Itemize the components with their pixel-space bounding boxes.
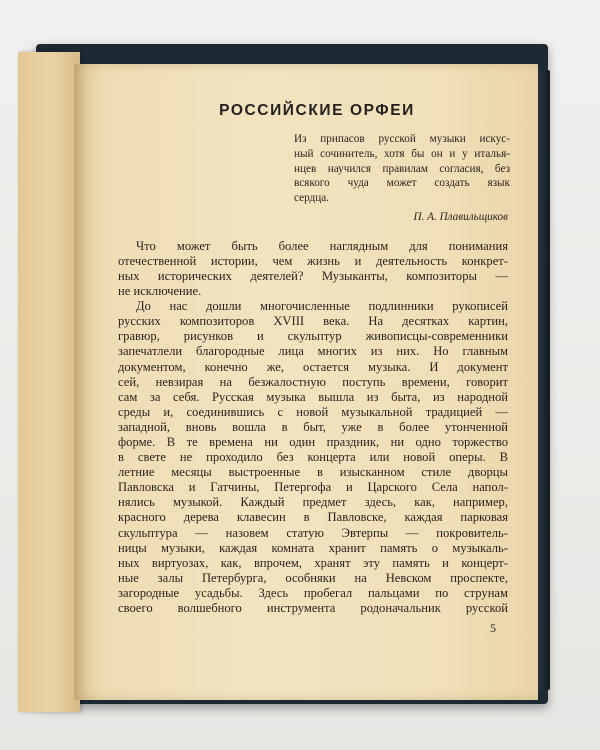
text-line: ные залы Петербурга, особняки на Невском проспекте, [118,570,508,585]
epigraph-author: П. А. Плавильщиков [413,210,508,223]
book-page [74,64,538,700]
text-line: Что может быть более наглядным для понимания [136,238,508,253]
text-line: форме. В те времена ни один праздник, ни одно торжество [118,435,508,449]
text-line: скульптура — назовем статую Эвтерпы — покровитель- [118,525,508,540]
text-line: среды и, соединившись с новой музыкальной традицией — [118,404,508,419]
text-line: До нас дошли многочисленные подлинники рукописей [136,299,508,314]
epigraph [294,132,510,225]
left-page-edge [18,52,80,712]
text-line: Павловска и Гатчины, Петергофа и Царского Села напол- [118,480,508,495]
text-line: западной, вновь вошла в быт, уже в более утонченной [118,419,508,434]
epigraph-line: всякого чуда может создать язык [294,177,510,190]
text-line: ных исторических деятелей? Музыканты, композиторы — [118,268,508,283]
text-line: сам за себя. Русская музыка вышла из быта, из народной [118,389,508,404]
epigraph-line: ный сочинитель, хотя бы он и у италья- [294,147,510,160]
body-text [118,239,508,616]
text-line: отечественной истории, чем жизнь и деятельность конкрет- [118,253,508,268]
epigraph-line: Из припасов русской музыки искус- [294,133,510,145]
text-line: летние месяцы выстроенные в изысканном стиле дворцы [118,465,508,480]
text-line: ных виртуозах, как, впрочем, хранят эту память и концерт- [118,555,508,570]
text-line: запечатлели благородные лица многих из них. Но главным [118,344,508,359]
text-line: документом, конечно же, остается музыка. И документ [118,359,508,374]
text-line: сей, невзирая на безжалостную поступь времени, говорит [118,374,508,389]
text-line: красного дерева клавесин в Павловске, каждая парковая [118,510,508,525]
text-line: гравюр, рисунков и скульптур живописцы-современники [118,329,508,344]
text-line: нялись музыкой. Каждый предмет здесь, как, например, [118,495,508,510]
text-line: своего волшебного инструмента родоначальник русской [118,601,508,616]
text-line: в свете не проходило без концерта или новой оперы. В [118,450,508,465]
page-content [118,102,508,616]
book-cover-edge [536,70,550,690]
page-number: 5 [490,621,496,635]
epigraph-line: сердца. [294,192,329,205]
text-line: загородные усадьбы. Здесь пробегал пальцами по струнам [118,585,508,600]
text-line: ницы музыки, каждая комната хранит память о музыкаль- [118,540,508,555]
text-line: не исключение. [118,284,202,299]
text-line: русских композиторов XVIII века. На десятках картин, [118,314,508,329]
epigraph-line: нцев научился правилам согласия, без [294,162,510,175]
chapter-title: РОССИЙСКИЕ ОРФЕИ [219,102,415,119]
